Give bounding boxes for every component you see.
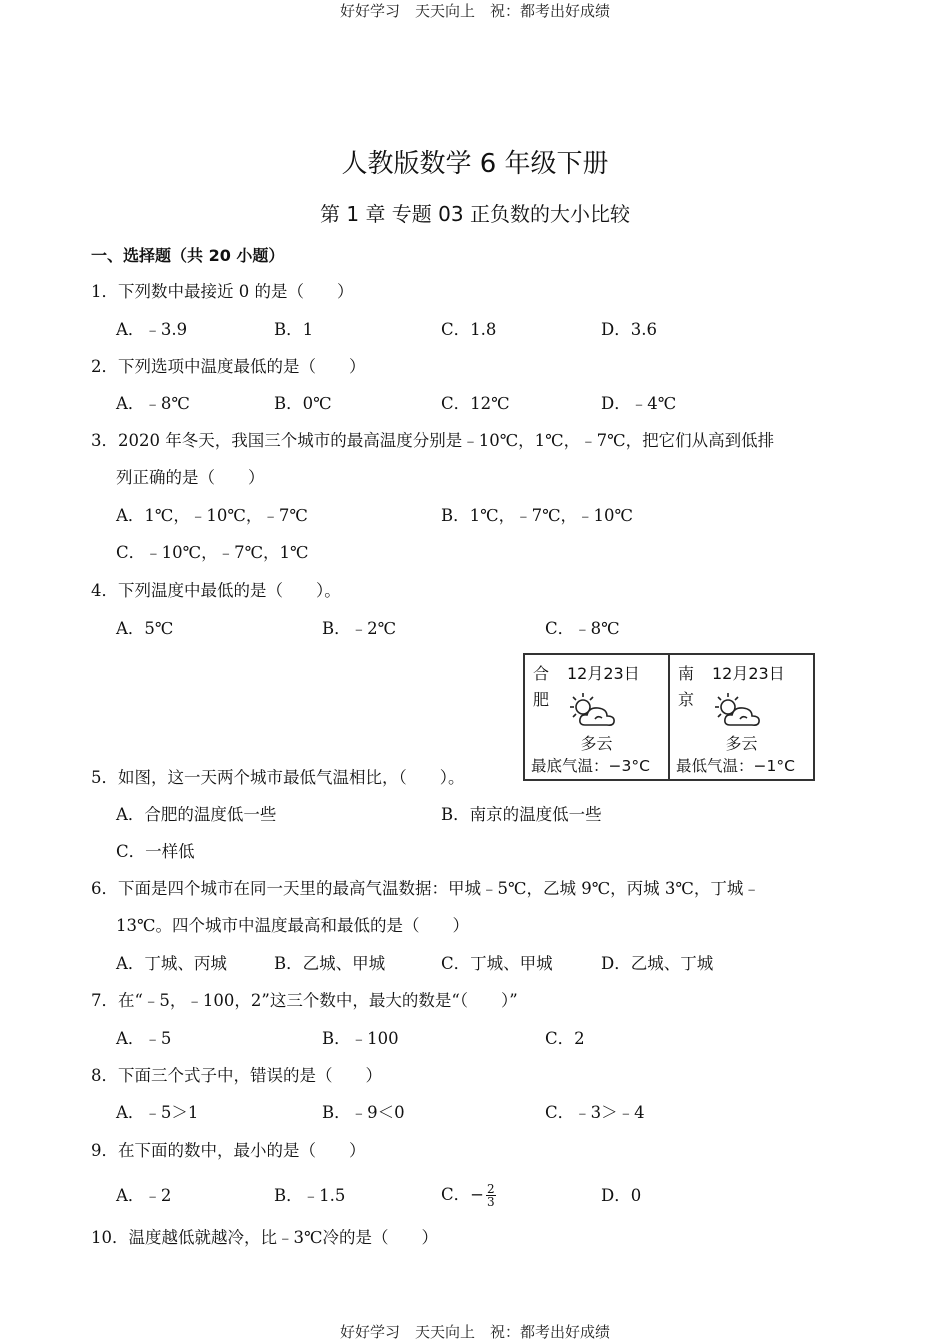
option-8b: B．﹣9＜0 [322, 1103, 405, 1122]
weather-date: 12月23日 [712, 664, 785, 683]
option-4b: B．﹣2℃ [322, 619, 397, 638]
option-8a: A．﹣5＞1 [116, 1103, 199, 1122]
option-5b: B．南京的温度低一些 [441, 805, 602, 824]
city-name [533, 661, 551, 713]
question-6: 6．下面是四个城市在同一天里的最高气温数据：甲城﹣5℃，乙城 9℃，丙城 3℃，丁城﹣ [91, 879, 760, 898]
option-5a: A．合肥的温度低一些 [116, 805, 277, 824]
question-10: 10．温度越低就越冷，比﹣3℃冷的是（ ） [91, 1228, 438, 1247]
option-label: C． [441, 1185, 471, 1204]
section-heading: 一、选择题（共 20 小题） [91, 246, 285, 265]
option-1c: C．1.8 [441, 320, 497, 339]
option-2b: B．0℃ [274, 394, 332, 413]
partly-cloudy-icon [561, 689, 625, 733]
option-6d: D．乙城、丁城 [601, 954, 714, 973]
option-1b: B．1 [274, 320, 314, 339]
option-4a: A．5℃ [116, 619, 174, 638]
weather-card-hefei [525, 655, 668, 779]
question-8: 8．下面三个式子中，错误的是（ ） [91, 1066, 382, 1085]
option-4c: C．﹣8℃ [545, 619, 620, 638]
fraction [486, 1183, 496, 1208]
question-5: 5．如图，这一天两个城市最低气温相比，（ ）。 [91, 768, 465, 787]
option-6c: C．丁城、甲城 [441, 954, 553, 973]
option-2a: A．﹣8℃ [116, 394, 190, 413]
page-title: 人教版数学 6 年级下册 [341, 149, 609, 179]
question-3: 3．2020 年冬天，我国三个城市的最高温度分别是﹣10℃，1℃，﹣7℃，把它们从高到低排 [91, 431, 775, 450]
fraction-denominator: 3 [486, 1195, 495, 1209]
page-header: 好好学习 天天向上 祝：都考出好成绩 [339, 2, 610, 20]
question-4: 4．下列温度中最低的是（ ）。 [91, 581, 341, 600]
option-1d: D．3.6 [601, 320, 657, 339]
weather-card-nanjing [668, 655, 813, 779]
question-3-cont: 列正确的是（ ） [116, 468, 265, 487]
minus-sign: − [470, 1185, 484, 1204]
question-9: 9．在下面的数中，最小的是（ ） [91, 1141, 366, 1160]
weather-condition: 多云 [580, 734, 613, 753]
city-char: 合 [533, 664, 550, 683]
page-subtitle: 第 1 章 专题 03 正负数的大小比较 [320, 202, 630, 226]
option-6b: B．乙城、甲城 [274, 954, 386, 973]
page-footer: 好好学习 天天向上 祝：都考出好成绩 [339, 1323, 610, 1341]
city-char: 京 [678, 690, 695, 709]
question-2: 2．下列选项中温度最低的是（ ） [91, 357, 366, 376]
lowest-temperature: 最底气温：−3°C [531, 757, 650, 775]
fraction-numerator: 2 [486, 1182, 495, 1196]
weather-figure [523, 653, 815, 781]
question-1: 1．下列数中最接近 0 的是（ ） [91, 282, 354, 301]
lowest-temperature: 最低气温：−1°C [676, 757, 795, 775]
option-8c: C．﹣3＞﹣4 [545, 1103, 645, 1122]
option-9b: B．﹣1.5 [274, 1186, 346, 1205]
option-3b: B．1℃，﹣7℃，﹣10℃ [441, 506, 633, 525]
option-5c: C．一样低 [116, 842, 195, 861]
option-7b: B．﹣100 [322, 1029, 399, 1048]
city-name [678, 661, 696, 713]
city-char: 南 [678, 664, 695, 683]
option-7a: A．﹣5 [116, 1029, 172, 1048]
option-6a: A．丁城、丙城 [116, 954, 227, 973]
weather-condition: 多云 [725, 734, 758, 753]
option-9c [441, 1176, 496, 1214]
city-char: 肥 [533, 690, 550, 709]
option-2c: C．12℃ [441, 394, 510, 413]
option-7c: C．2 [545, 1029, 585, 1048]
option-3a: A．1℃，﹣10℃，﹣7℃ [116, 506, 308, 525]
option-1a: A．﹣3.9 [116, 320, 188, 339]
partly-cloudy-icon [706, 689, 770, 733]
question-7: 7．在“﹣5，﹣100，2”这三个数中，最大的数是“（ ）” [91, 991, 518, 1010]
option-9a: A．﹣2 [116, 1186, 172, 1205]
weather-date: 12月23日 [567, 664, 640, 683]
option-2d: D．﹣4℃ [601, 394, 677, 413]
option-3c: C．﹣10℃，﹣7℃，1℃ [116, 543, 309, 562]
question-6-cont: 13℃。四个城市中温度最高和最低的是（ ） [116, 916, 469, 935]
option-9d: D．0 [601, 1186, 642, 1205]
